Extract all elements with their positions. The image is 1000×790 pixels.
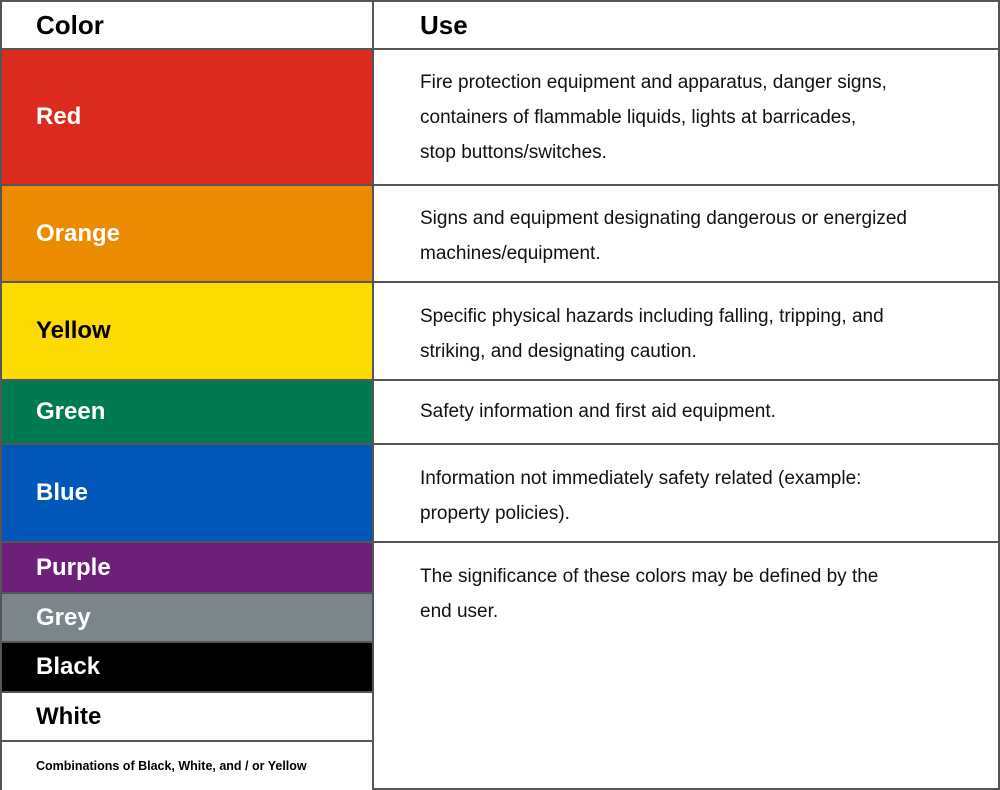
- swatch-white: White: [2, 693, 372, 740]
- use-blue-line-2: property policies).: [420, 503, 570, 524]
- swatch-divider: [2, 592, 372, 594]
- combination-note: Combinations of Black, White, and / or Yellow: [2, 742, 372, 790]
- use-red-line-3: stop buttons/switches.: [420, 142, 607, 163]
- swatch-grey: Grey: [2, 594, 372, 641]
- swatch-divider: [2, 691, 372, 693]
- use-red-line-2: containers of flammable liquids, lights at barricades,: [420, 107, 857, 128]
- row-divider: [2, 184, 1000, 186]
- use-red-line-1: Fire protection equipment and apparatus, danger signs,: [420, 72, 887, 93]
- swatch-divider: [2, 641, 372, 643]
- row-divider: [2, 281, 1000, 283]
- use-blue-line-1: Information not immediately safety related (example:: [420, 468, 862, 489]
- swatch-yellow: Yellow: [2, 283, 372, 379]
- use-red: [374, 50, 1000, 184]
- use-orange-line-2: machines/equipment.: [420, 243, 601, 264]
- header-use: Use: [420, 9, 468, 40]
- row-divider: [2, 48, 1000, 50]
- swatch-orange: Orange: [2, 186, 372, 281]
- row-divider: [2, 379, 1000, 381]
- use-orange-line-1: Signs and equipment designating dangerous or energized: [420, 208, 907, 229]
- use-group: [374, 543, 1000, 790]
- use-yellow-line-2: striking, and designating caution.: [420, 341, 697, 362]
- use-yellow-line-1: Specific physical hazards including falling, tripping, and: [420, 306, 884, 327]
- use-green-line-1: Safety information and first aid equipment.: [420, 401, 776, 422]
- swatch-black: Black: [2, 643, 372, 691]
- use-blue: [374, 445, 1000, 541]
- use-green: [374, 381, 1000, 443]
- use-orange: [374, 186, 1000, 281]
- column-divider: [372, 2, 374, 790]
- row-divider: [2, 443, 1000, 445]
- swatch-red: Red: [2, 50, 372, 184]
- use-group-line-2: end user.: [420, 601, 499, 622]
- use-yellow: [374, 283, 1000, 379]
- swatch-purple: Purple: [2, 543, 372, 592]
- header-color: Color: [36, 9, 104, 40]
- swatch-blue: Blue: [2, 445, 372, 541]
- swatch-green: Green: [2, 381, 372, 443]
- use-group-line-1: The significance of these colors may be defined by the: [420, 566, 879, 587]
- row-divider: [2, 541, 1000, 543]
- swatch-divider: [2, 740, 372, 742]
